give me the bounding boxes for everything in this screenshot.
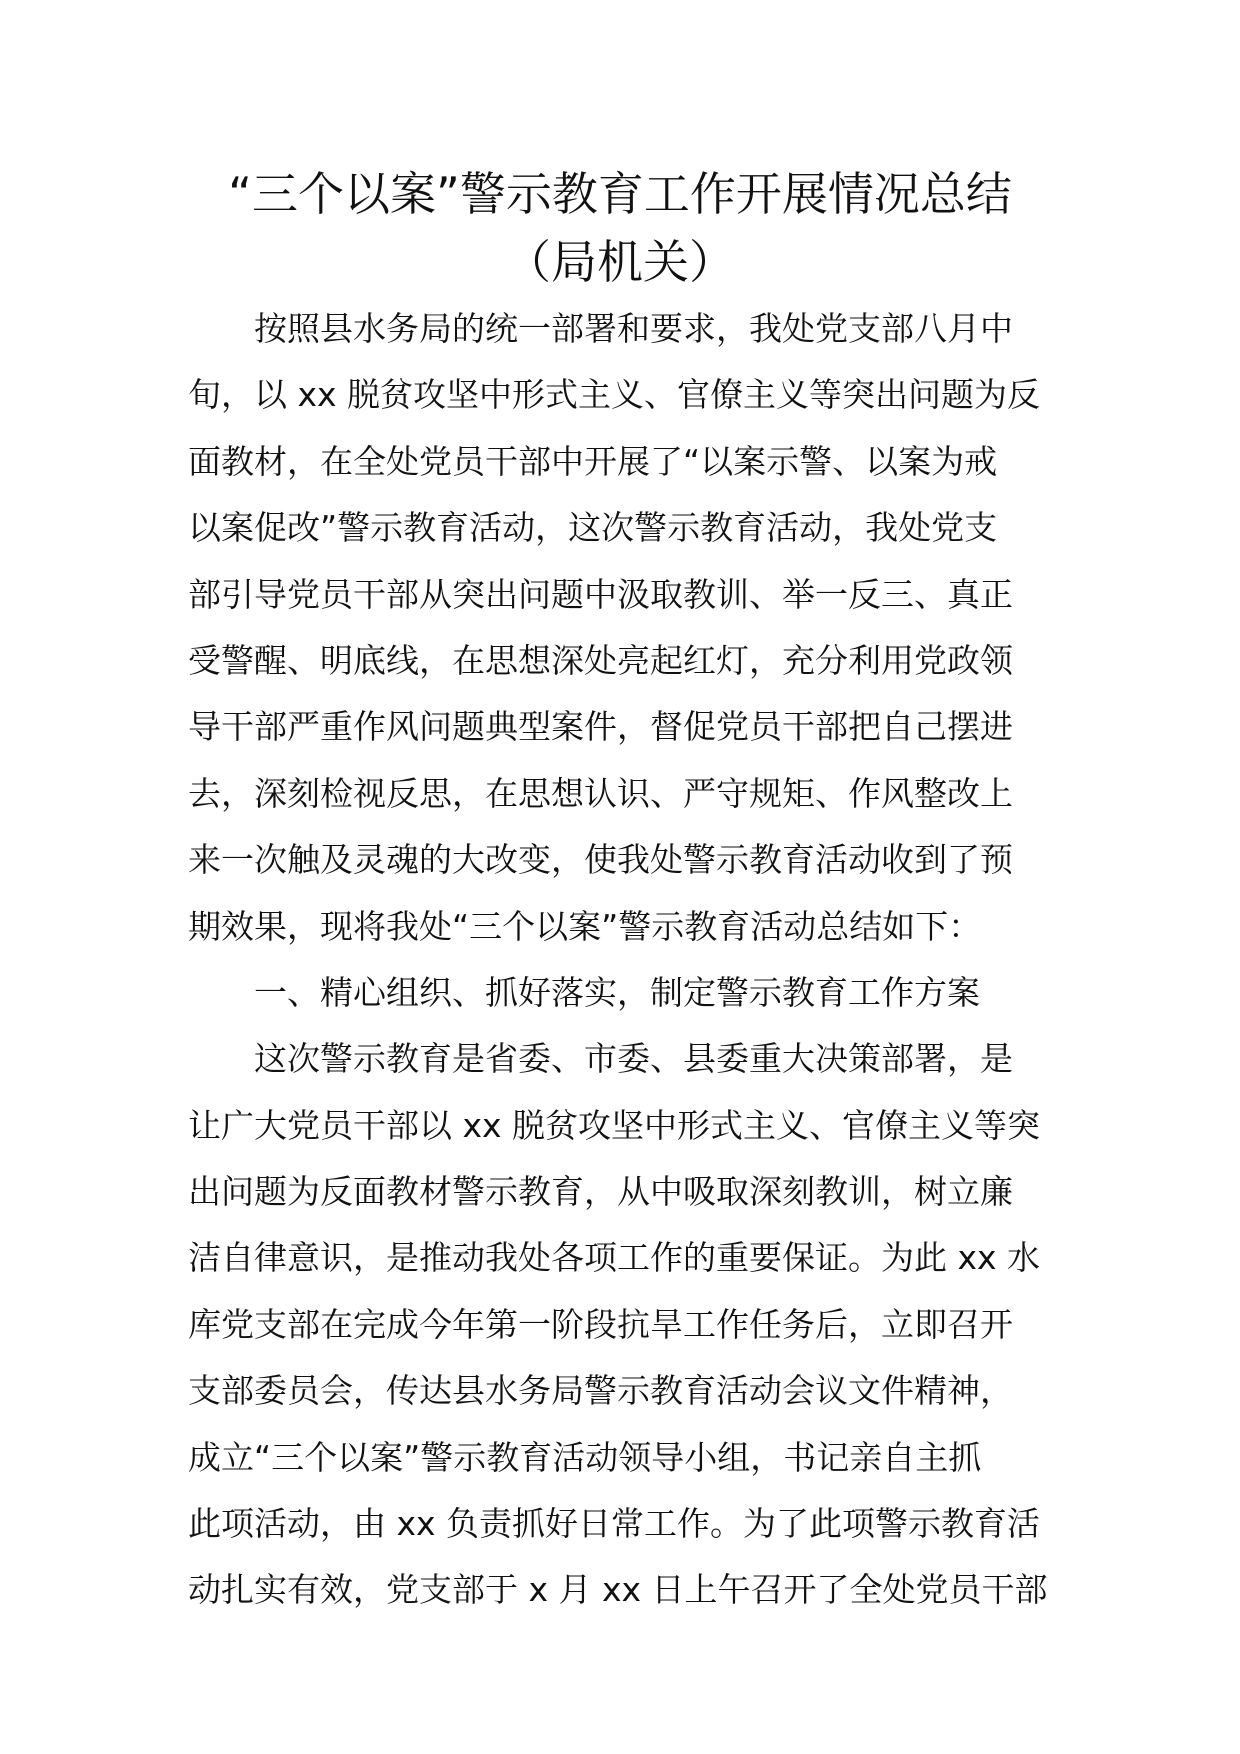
- paragraph-line: 动扎实有效，党支部于 x 月 xx 日上午召开了全处党员干部: [188, 1570, 1048, 1610]
- paragraph-line: 部引导党员干部从突出问题中汲取教训、举一反三、真正: [188, 574, 1013, 614]
- paragraph-line: 此项活动，由 xx 负责抓好日常工作。为了此项警示教育活: [188, 1504, 1041, 1544]
- paragraph-line: 按照县水务局的统一部署和要求，我处党支部八月中: [254, 309, 1013, 348]
- paragraph-line: 以案促改”警示教育活动，这次警示教育活动，我处党支: [188, 508, 998, 548]
- paragraph-line: 库党支部在完成今年第一阶段抗旱工作任务后，立即召开: [188, 1304, 1013, 1344]
- paragraph-line: 洁自律意识，是推动我处各项工作的重要保证。为此 xx 水: [188, 1238, 1041, 1278]
- paragraph-line: 来一次触及灵魂的大改变，使我处警示教育活动收到了预: [188, 840, 1013, 880]
- paragraph-line: 这次警示教育是省委、市委、县委重大决策部署，是: [254, 1039, 1013, 1079]
- title-main: “三个以案”警示教育工作开展情况总结: [228, 167, 1012, 221]
- document-title: [0, 160, 1240, 296]
- paragraph-line: 让广大党员干部以 xx 脱贫攻坚中形式主义、官僚主义等突: [188, 1105, 1041, 1145]
- paragraph-line: 受警醒、明底线，在思想深处亮起红灯，充分利用党政领: [188, 640, 1013, 680]
- paragraph-line: 期效果，现将我处“三个以案”警示教育活动总结如下：: [188, 906, 982, 946]
- paragraph-line: 成立“三个以案”警示教育活动领导小组，书记亲自主抓: [188, 1437, 982, 1477]
- title-subtitle: （局机关）: [505, 235, 735, 289]
- paragraph-line: 面教材，在全处党员干部中开展了“以案示警、以案为戒: [188, 441, 998, 481]
- paragraph-line: 旬，以 xx 脱贫攻坚中形式主义、官僚主义等突出问题为反: [188, 375, 1041, 415]
- paragraph-line: 去，深刻检视反思，在思想认识、严守规矩、作风整改上: [188, 773, 1013, 813]
- section-heading: 一、精心组织、抓好落实，制定警示教育工作方案: [254, 972, 980, 1012]
- document-body: [188, 296, 1052, 1624]
- paragraph-line: 支部委员会，传达县水务局警示教育活动会议文件精神，: [188, 1371, 1013, 1411]
- paragraph-line: 导干部严重作风问题典型案件，督促党员干部把自己摆进: [188, 707, 1013, 747]
- paragraph-line: 出问题为反面教材警示教育，从中吸取深刻教训，树立廉: [188, 1172, 1013, 1212]
